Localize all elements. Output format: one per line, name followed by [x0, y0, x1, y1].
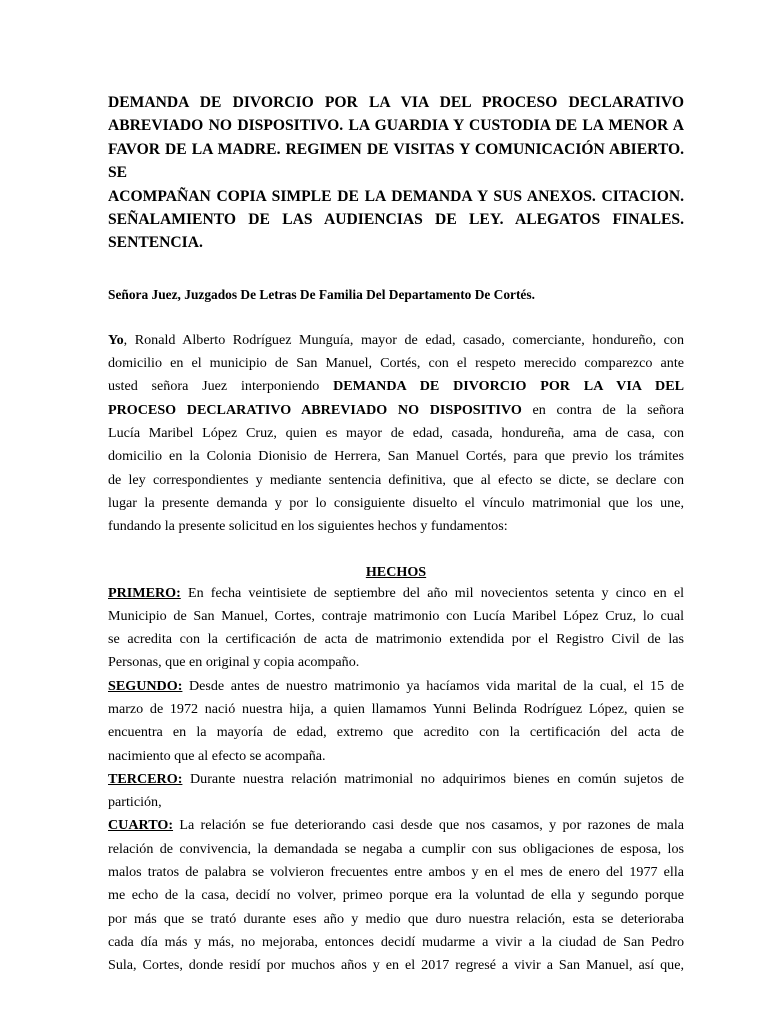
text-line — [108, 814, 684, 837]
hechos-heading: HECHOS — [365, 563, 427, 580]
text-line: se acredita con la certificación de acta de matrimonio extendida por el Registro Civil de las — [108, 631, 684, 648]
text-line: marzo de 1972 nació nuestra hija, a quien llamamos Yunni Belinda Rodríguez López, quien se — [108, 701, 684, 717]
yo-bold: Yo — [108, 331, 124, 348]
text-line: relación de convivencia, la demandada se negaba a cumplir con sus obligaciones de esposa, los — [108, 840, 684, 857]
text-run: Desde antes de nuestro matrimonio ya hacíamos vida marital de la cual, el 15 de — [182, 677, 684, 694]
text-line: domicilio en la Colonia Dionisio de Herrera, San Manuel Cortés, para que previo los trámites — [108, 448, 684, 465]
text-line — [108, 582, 684, 605]
bold-run: DEMANDA DE DIVORCIO POR LA VIA DEL — [333, 378, 684, 395]
title-line: SEÑALAMIENTO DE LAS AUDIENCIAS DE LEY. ALEGATOS FINALES. — [108, 211, 684, 229]
text-line — [108, 768, 684, 791]
text-line: Lucía Maribel López Cruz, quien es mayor de edad, casada, hondureña, ama de casa, con — [108, 425, 684, 442]
title-line: FAVOR DE LA MADRE. REGIMEN DE VISITAS Y COMUNICACIÓN ABIERTO. SE — [108, 140, 684, 182]
text-line: cada día más y más, no mejoraba, entonces decidí mudarme a vivir a la ciudad de San Pedro — [108, 933, 684, 950]
text-line: Municipio de San Manuel, Cortes, contraje matrimonio con Lucía Maribel López Cruz, lo cual — [108, 607, 684, 624]
section-primero — [108, 582, 684, 675]
title-line: DEMANDA DE DIVORCIO POR LA VIA DEL PROCESO DECLARATIVO — [108, 94, 684, 111]
text-line — [108, 399, 684, 422]
text-line: por más que se trató durante eses año y medio que duro nuestra relación, esta se deterioraba — [108, 910, 684, 927]
text-run: en contra de la señora — [521, 401, 684, 418]
text-line — [108, 675, 684, 698]
section-label: PRIMERO: — [108, 584, 181, 601]
intro-paragraph — [108, 329, 684, 539]
bold-run: PROCESO DECLARATIVO ABREVIADO NO DISPOSITIVO — [108, 401, 522, 418]
text-line: lugar la presente demanda y por lo consiguiente disuelto el vínculo matrimonial que los une, — [108, 494, 684, 511]
section-label: TERCERO: — [108, 770, 183, 787]
document-title — [108, 91, 684, 255]
text-line: Sula, Cortes, donde residí por muchos años y en el 2017 regresé a vivir a San Manuel, así que, — [108, 957, 684, 974]
text-run: La relación se fue deteriorando casi desde que nos casamos, y por razones de mala — [173, 817, 684, 834]
text-line — [108, 375, 684, 398]
text-line: malos tratos de palabra se volvieron frecuentes entre ambos y en el mes de enero del 1977 ella — [108, 864, 684, 881]
text-line: me echo de la casa, decidí no volver, primeo porque era la voluntad de ella y segundo porque — [108, 887, 684, 904]
text-line: fundando la presente solicitud en los siguientes hechos y fundamentos: — [108, 518, 508, 535]
addressee: Señora Juez, Juzgados De Letras De Familia Del Departamento De Cortés. — [108, 286, 535, 302]
section-tercero — [108, 768, 684, 815]
section-segundo — [108, 675, 684, 768]
text-line: domicilio en el municipio de San Manuel, Cortés, con el respeto merecido comparezco ante — [108, 355, 684, 372]
section-cuarto — [108, 814, 684, 977]
text-run: Durante nuestra relación matrimonial no adquirimos bienes en común sujetos de — [182, 770, 684, 787]
section-label: SEGUNDO: — [108, 677, 183, 694]
title-line: ABREVIADO NO DISPOSITIVO. LA GUARDIA Y CUSTODIA DE LA MENOR A — [108, 117, 684, 135]
text-line: encuentra en la mayoría de edad, extremo que acredito con la certificación del acta de — [108, 724, 684, 741]
text-line: partición, — [108, 794, 162, 811]
text-run: En fecha veintisiete de septiembre del año mil novecientos setenta y cinco en el — [180, 584, 684, 601]
text-line: de ley correspondientes y mediante sentencia definitiva, que al efecto se dicte, se declare con — [108, 471, 684, 488]
title-line: ACOMPAÑAN COPIA SIMPLE DE LA DEMANDA Y SUS ANEXOS. CITACION. — [108, 187, 684, 205]
text-line — [108, 329, 684, 352]
title-line: SENTENCIA. — [108, 234, 203, 252]
text-line: nacimiento que al efecto se acompaña. — [108, 747, 326, 764]
section-label: CUARTO: — [108, 817, 174, 834]
text-line: Personas, que en original y copia acompaño. — [108, 654, 360, 671]
text-run: usted señora Juez interponiendo — [108, 378, 334, 395]
text-run: , Ronald Alberto Rodríguez Munguía, mayor de edad, casado, comerciante, hondureño, con — [123, 331, 684, 348]
